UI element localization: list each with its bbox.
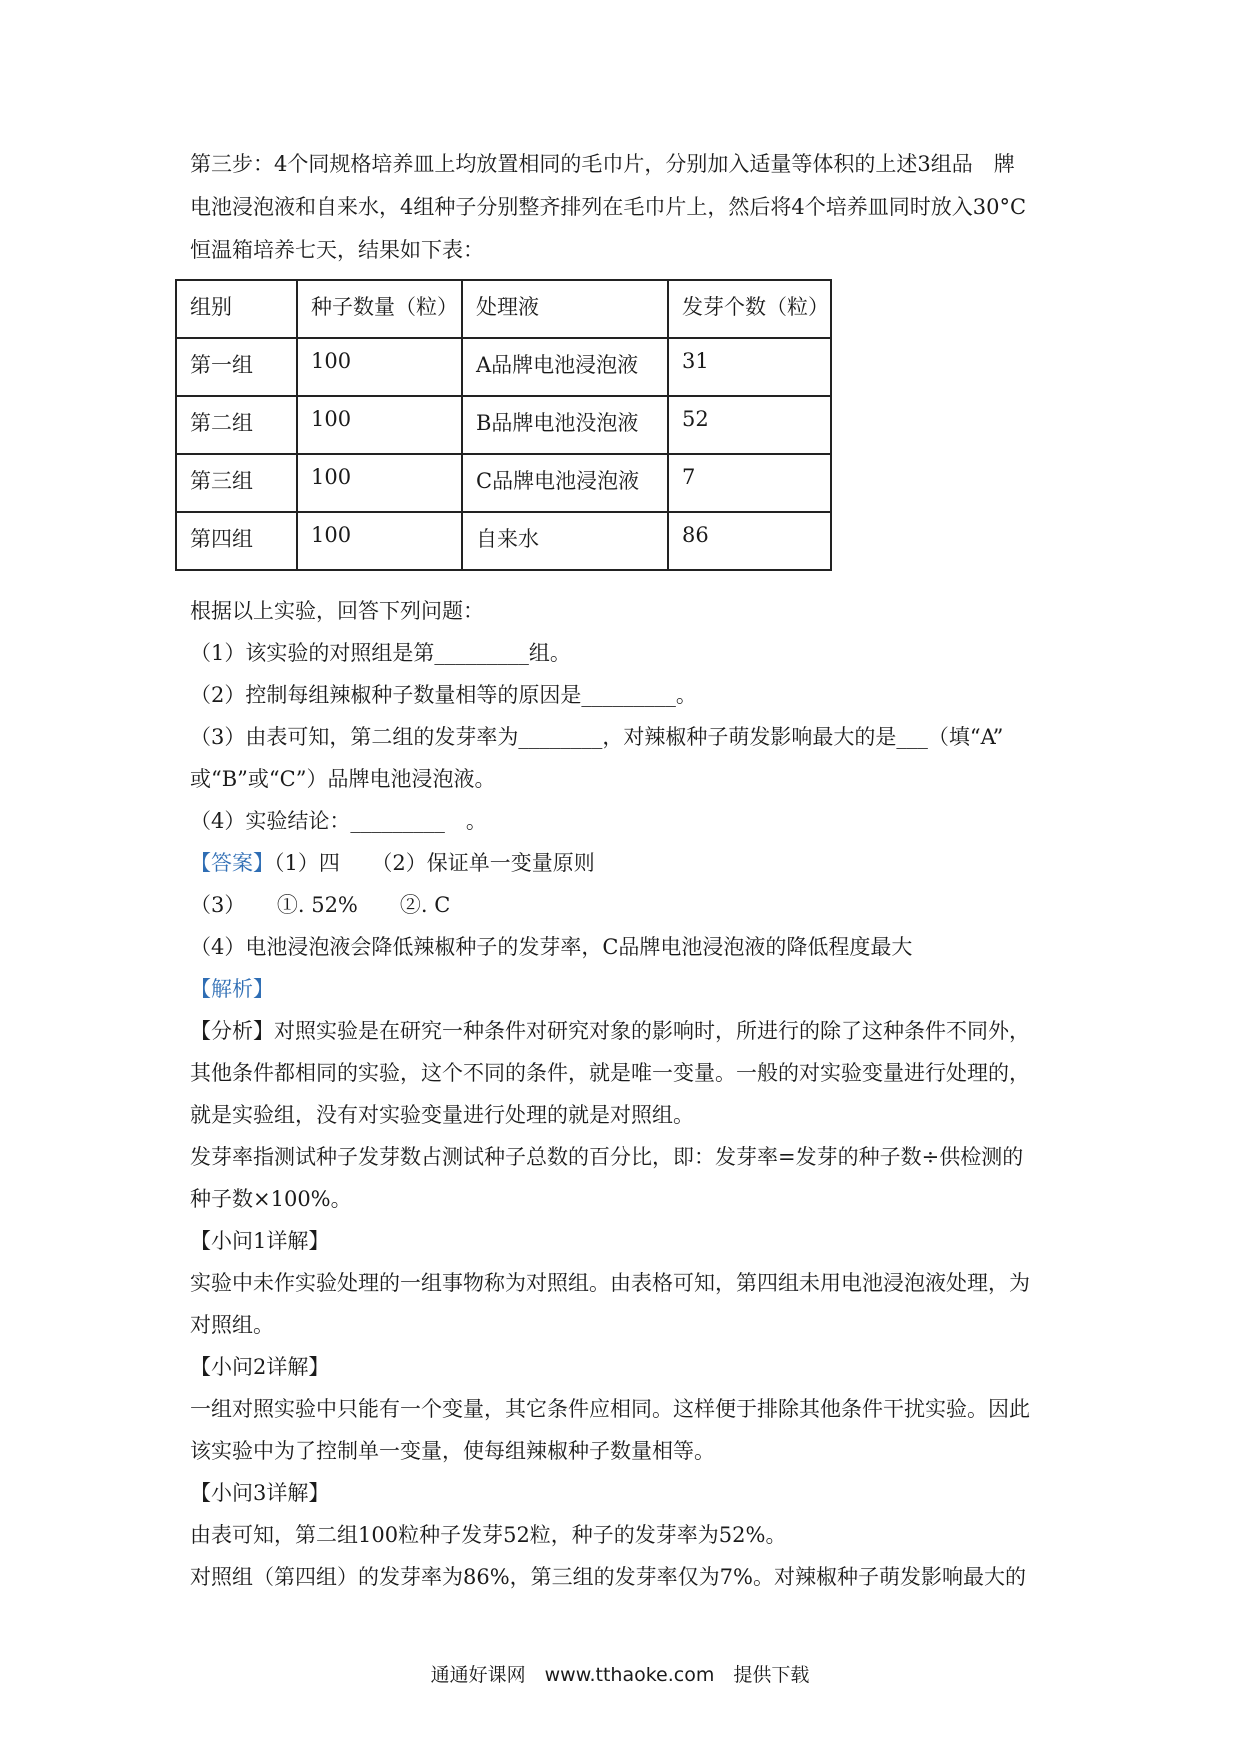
analysis-line: 就是实验组，没有对实验变量进行处理的就是对照组。 [190, 1103, 694, 1127]
analysis-line: 种子数×100%。 [190, 1187, 352, 1211]
step-text-line-3: 恒温箱培养七天，结果如下表： [190, 238, 484, 262]
analysis-line: 该实验中为了控制单一变量，使每组辣椒种子数量相等。 [190, 1439, 715, 1463]
sub-question-1-heading: 【小问1详解】 [190, 1229, 330, 1253]
question-3-line-2: 或“B”或“C”）品牌电池浸泡液。 [190, 767, 496, 791]
table-cell: 100 [297, 512, 462, 570]
sub-question-2-heading: 【小问2详解】 [190, 1355, 330, 1379]
analysis-line: 对照组（第四组）的发芽率为86%，第三组的发芽率仅为7%。对辣椒种子萌发影响最大的 [190, 1565, 1026, 1589]
answer-tag: 【答案】 [190, 851, 274, 875]
analysis-line: 其他条件都相同的实验，这个不同的条件，就是唯一变量。一般的对实验变量进行处理的， [190, 1061, 1030, 1085]
table-cell: 第二组 [176, 396, 297, 454]
answer-line-3: （4）电池浸泡液会降低辣椒种子的发芽率，C品牌电池浸泡液的降低程度最大 [190, 935, 913, 959]
table-cell: 第四组 [176, 512, 297, 570]
table-cell: 52 [668, 396, 831, 454]
analysis-line: 一组对照实验中只能有一个变量，其它条件应相同。这样便于排除其他条件干扰实验。因此 [190, 1397, 1030, 1421]
answer-line-2: （3） ①. 52% ②. C [190, 893, 451, 917]
table-header-cell: 处理液 [462, 280, 668, 338]
table-header-row [176, 280, 831, 338]
question-4: （4）实验结论：_________ 。 [190, 809, 487, 833]
analysis-line: 【分析】对照实验是在研究一种条件对研究对象的影响时，所进行的除了这种条件不同外， [190, 1019, 1030, 1043]
answer-text: （1）四 （2）保证单一变量原则 [274, 851, 595, 875]
analysis-line: 实验中未作实验处理的一组事物称为对照组。由表格可知，第四组未用电池浸泡液处理，为 [190, 1271, 1030, 1295]
table-row [176, 454, 831, 512]
table-cell: 100 [297, 454, 462, 512]
table-header-cell: 组别 [176, 280, 297, 338]
table-row [176, 338, 831, 396]
analysis-line: 发芽率指测试种子发芽数占测试种子总数的百分比，即：发芽率=发芽的种子数÷供检测的 [190, 1145, 1024, 1169]
results-table [175, 279, 832, 571]
table-cell: B品牌电池没泡液 [462, 396, 668, 454]
table-cell: C品牌电池浸泡液 [462, 454, 668, 512]
page-footer: 通通好课网 www.tthaoke.com 提供下载 [430, 1664, 810, 1686]
table-header-cell: 发芽个数（粒） [668, 280, 831, 338]
table-cell: 86 [668, 512, 831, 570]
answer-line-1 [190, 849, 595, 877]
table-header-cell: 种子数量（粒） [297, 280, 462, 338]
table-cell: 31 [668, 338, 831, 396]
table-cell: 自来水 [462, 512, 668, 570]
step-text-line-2: 电池浸泡液和自来水，4组种子分别整齐排列在毛巾片上，然后将4个培养皿同时放入30°C [190, 195, 1027, 219]
table-cell: 第三组 [176, 454, 297, 512]
table-row [176, 512, 831, 570]
table-cell: 7 [668, 454, 831, 512]
analysis-line: 对照组。 [190, 1313, 274, 1337]
questions-intro: 根据以上实验，回答下列问题： [190, 599, 484, 623]
table-cell: 100 [297, 396, 462, 454]
question-3-line-1: （3）由表可知，第二组的发芽率为________，对辣椒种子萌发影响最大的是___（填“A” [190, 725, 1004, 749]
analysis-line: 由表可知，第二组100粒种子发芽52粒，种子的发芽率为52%。 [190, 1523, 787, 1547]
table-cell: A品牌电池浸泡液 [462, 338, 668, 396]
step-text-line-1: 第三步：4个同规格培养皿上均放置相同的毛巾片，分别加入适量等体积的上述3组品 牌 [190, 152, 1015, 176]
table-row [176, 396, 831, 454]
analysis-tag: 【解析】 [190, 977, 274, 1001]
question-2: （2）控制每组辣椒种子数量相等的原因是_________。 [190, 683, 697, 707]
question-1: （1）该实验的对照组是第_________组。 [190, 641, 571, 665]
sub-question-3-heading: 【小问3详解】 [190, 1481, 330, 1505]
table-cell: 100 [297, 338, 462, 396]
table-cell: 第一组 [176, 338, 297, 396]
